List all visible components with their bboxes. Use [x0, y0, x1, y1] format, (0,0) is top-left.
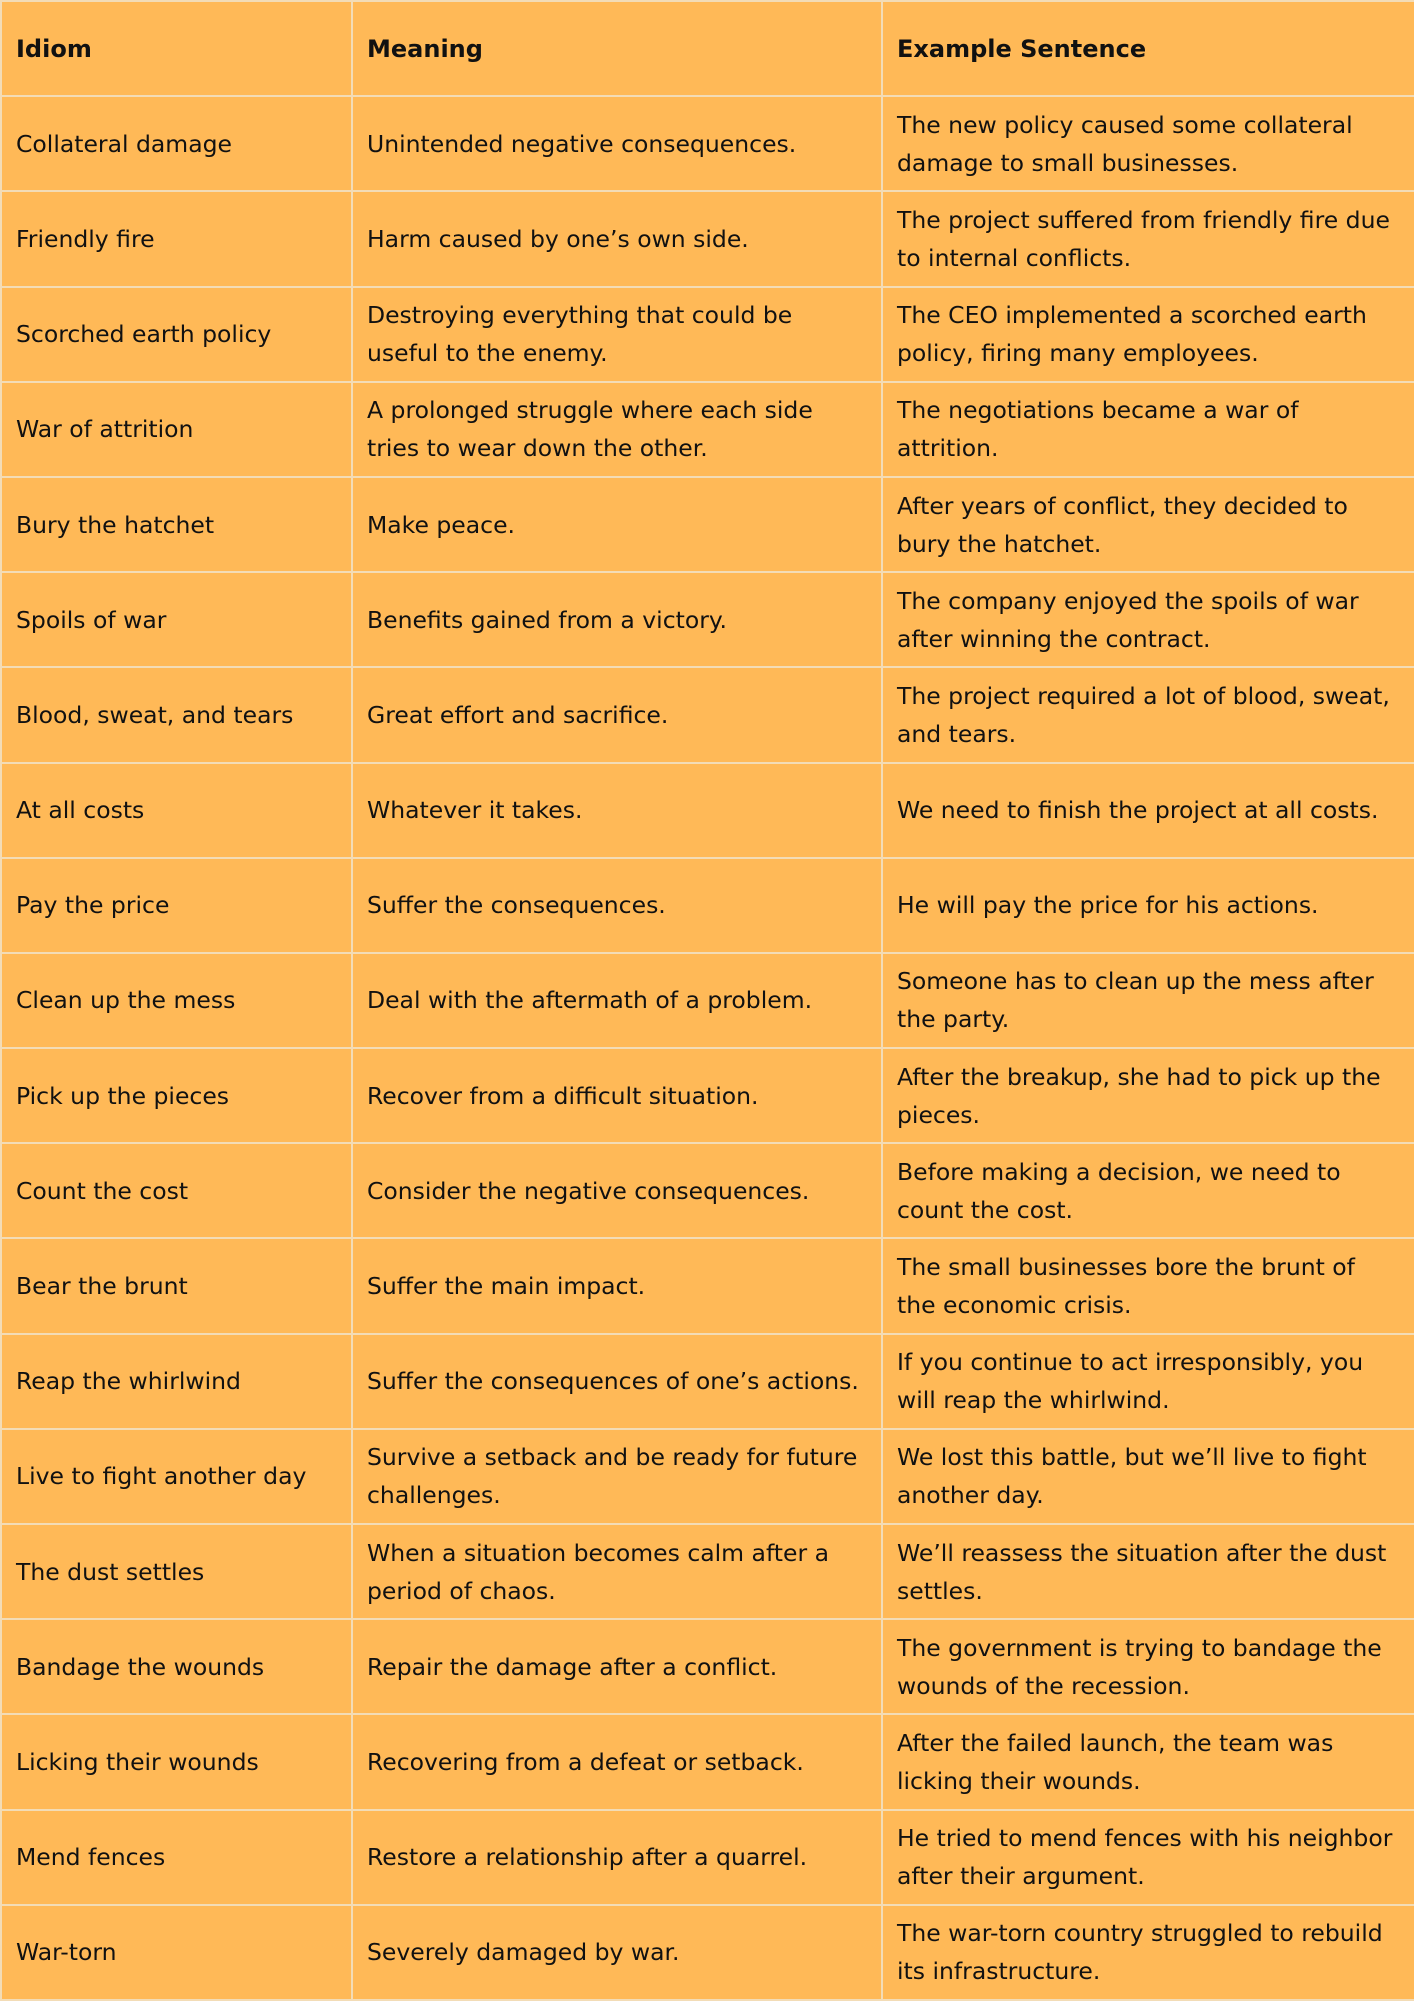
- table-row: [1, 96, 1414, 191]
- meaning-cell: When a situation becomes calm after a period of chaos.: [352, 1524, 882, 1619]
- idiom-cell: War-torn: [1, 1905, 352, 2000]
- meaning-cell: Suffer the consequences.: [352, 858, 882, 953]
- table-row: [1, 1429, 1414, 1524]
- table-row: [1, 763, 1414, 858]
- table-row: [1, 287, 1414, 382]
- meaning-cell: Suffer the main impact.: [352, 1238, 882, 1333]
- table-header: [1, 1, 1414, 96]
- example-cell: The new policy caused some collateral damage to small businesses.: [882, 96, 1414, 191]
- example-cell: The small businesses bore the brunt of the economic crisis.: [882, 1238, 1414, 1333]
- idiom-cell: Live to fight another day: [1, 1429, 352, 1524]
- example-cell: The negotiations became a war of attrition.: [882, 382, 1414, 477]
- example-cell: He will pay the price for his actions.: [882, 858, 1414, 953]
- table-row: [1, 191, 1414, 286]
- meaning-cell: Restore a relationship after a quarrel.: [352, 1810, 882, 1905]
- example-cell: We’ll reassess the situation after the dust settles.: [882, 1524, 1414, 1619]
- meaning-cell: Consider the negative consequences.: [352, 1143, 882, 1238]
- table-row: [1, 1524, 1414, 1619]
- idiom-cell: Bandage the wounds: [1, 1619, 352, 1714]
- idiom-cell: Bear the brunt: [1, 1238, 352, 1333]
- example-cell: Before making a decision, we need to count the cost.: [882, 1143, 1414, 1238]
- idiom-cell: Licking their wounds: [1, 1714, 352, 1809]
- idiom-cell: Clean up the mess: [1, 953, 352, 1048]
- table-row: [1, 1905, 1414, 2000]
- idiom-cell: Friendly fire: [1, 191, 352, 286]
- meaning-cell: Suffer the consequences of one’s actions.: [352, 1334, 882, 1429]
- table-row: [1, 953, 1414, 1048]
- header-example-sentence: Example Sentence: [882, 1, 1414, 96]
- table-row: [1, 1619, 1414, 1714]
- table-row: [1, 1143, 1414, 1238]
- meaning-cell: Deal with the aftermath of a problem.: [352, 953, 882, 1048]
- table-row: [1, 477, 1414, 572]
- idiom-cell: Blood, sweat, and tears: [1, 667, 352, 762]
- example-cell: The project suffered from friendly fire due to internal conflicts.: [882, 191, 1414, 286]
- idiom-cell: Pay the price: [1, 858, 352, 953]
- meaning-cell: Unintended negative consequences.: [352, 96, 882, 191]
- meaning-cell: Great effort and sacrifice.: [352, 667, 882, 762]
- idiom-cell: Reap the whirlwind: [1, 1334, 352, 1429]
- meaning-cell: A prolonged struggle where each side tries to wear down the other.: [352, 382, 882, 477]
- example-cell: After the failed launch, the team was licking their wounds.: [882, 1714, 1414, 1809]
- meaning-cell: Recover from a difficult situation.: [352, 1048, 882, 1143]
- idiom-cell: At all costs: [1, 763, 352, 858]
- table-row: [1, 667, 1414, 762]
- meaning-cell: Whatever it takes.: [352, 763, 882, 858]
- meaning-cell: Benefits gained from a victory.: [352, 572, 882, 667]
- header-row: [1, 1, 1414, 96]
- meaning-cell: Make peace.: [352, 477, 882, 572]
- idiom-cell: Pick up the pieces: [1, 1048, 352, 1143]
- idiom-cell: Bury the hatchet: [1, 477, 352, 572]
- idiom-cell: Scorched earth policy: [1, 287, 352, 382]
- idiom-cell: Collateral damage: [1, 96, 352, 191]
- header-idiom: Idiom: [1, 1, 352, 96]
- example-cell: The project required a lot of blood, sweat, and tears.: [882, 667, 1414, 762]
- table-row: [1, 1048, 1414, 1143]
- table-row: [1, 382, 1414, 477]
- meaning-cell: Recovering from a defeat or setback.: [352, 1714, 882, 1809]
- example-cell: We need to finish the project at all costs.: [882, 763, 1414, 858]
- idiom-cell: The dust settles: [1, 1524, 352, 1619]
- table-row: [1, 858, 1414, 953]
- example-cell: The CEO implemented a scorched earth policy, firing many employees.: [882, 287, 1414, 382]
- example-cell: After years of conflict, they decided to bury the hatchet.: [882, 477, 1414, 572]
- example-cell: The company enjoyed the spoils of war after winning the contract.: [882, 572, 1414, 667]
- idiom-cell: Mend fences: [1, 1810, 352, 1905]
- table-row: [1, 1238, 1414, 1333]
- idiom-cell: Count the cost: [1, 1143, 352, 1238]
- example-cell: After the breakup, she had to pick up the pieces.: [882, 1048, 1414, 1143]
- idiom-cell: War of attrition: [1, 382, 352, 477]
- meaning-cell: Harm caused by one’s own side.: [352, 191, 882, 286]
- table-row: [1, 1714, 1414, 1809]
- table-row: [1, 572, 1414, 667]
- header-meaning: Meaning: [352, 1, 882, 96]
- example-cell: He tried to mend fences with his neighbor after their argument.: [882, 1810, 1414, 1905]
- table-row: [1, 1334, 1414, 1429]
- example-cell: The war-torn country struggled to rebuild its infrastructure.: [882, 1905, 1414, 2000]
- idiom-cell: Spoils of war: [1, 572, 352, 667]
- table-row: [1, 1810, 1414, 1905]
- example-cell: If you continue to act irresponsibly, you will reap the whirlwind.: [882, 1334, 1414, 1429]
- example-cell: We lost this battle, but we’ll live to fight another day.: [882, 1429, 1414, 1524]
- meaning-cell: Survive a setback and be ready for future challenges.: [352, 1429, 882, 1524]
- meaning-cell: Severely damaged by war.: [352, 1905, 882, 2000]
- meaning-cell: Repair the damage after a conflict.: [352, 1619, 882, 1714]
- example-cell: The government is trying to bandage the wounds of the recession.: [882, 1619, 1414, 1714]
- example-cell: Someone has to clean up the mess after the party.: [882, 953, 1414, 1048]
- table-body: [1, 96, 1414, 2000]
- meaning-cell: Destroying everything that could be useful to the enemy.: [352, 287, 882, 382]
